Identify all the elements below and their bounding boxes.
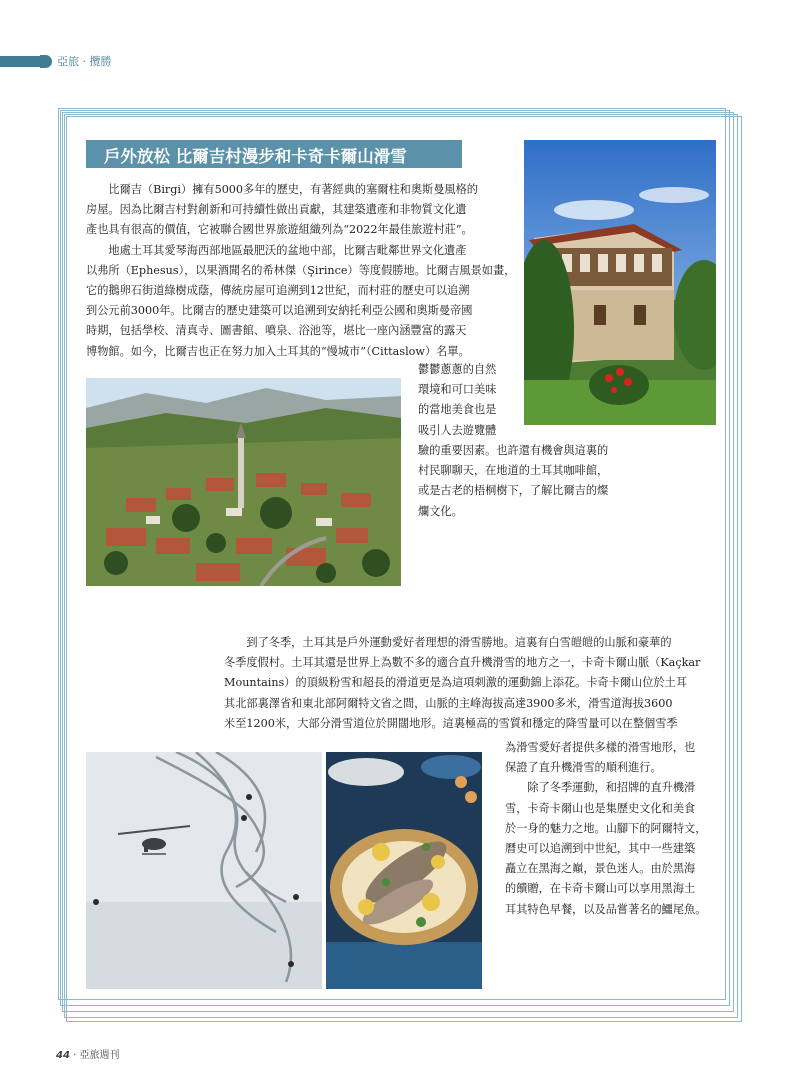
text-line: 爛文化。 (418, 504, 463, 518)
text-line: 為滑雪愛好者提供多樣的滑雪地形，也 (505, 741, 696, 754)
text-line: 到了冬季，土耳其是戶外運動愛好者理想的滑雪勝地。這裏有白雪皚皚的山脈和豪華的 (224, 636, 672, 649)
text-line: 驗的重要因素。也許還有機會與這裏的 (418, 444, 609, 457)
text-line: 米至1200米，大部分滑雪道位於開闊地形。這裏極高的雪質和穩定的降雪量可以在整個雪季 (224, 716, 678, 730)
text-line: 鬱鬱蔥蔥的自然 (418, 363, 497, 376)
paragraph-birgi-culture (418, 441, 608, 522)
section-label: 亞旅 · 攬勝 (57, 55, 112, 68)
article-title-box (86, 140, 462, 168)
paragraph-winter-skiing (224, 633, 700, 734)
text-line: 村民聊聊天，在地道的土耳其咖啡館， (418, 464, 609, 478)
text-line: Mountains）的頂級粉雪和超長的滑道更是為這項刺激的運動錦上添花。卡奇卡爾山位於土耳 (224, 676, 688, 690)
text-line: 保證了直升機滑雪的順利進行。 (505, 761, 662, 775)
text-line: 矗立在黑海之巔，景色迷人。由於黑海 (505, 862, 696, 876)
text-line: 的當地美食也是 (418, 403, 497, 417)
paragraph-birgi-nature (418, 360, 496, 441)
text-line: 或是古老的梧桐樹下，了解比爾吉的燦 (418, 484, 609, 498)
text-line: 它的鵝卵石街道綠樹成蔭，傳統房屋可追溯到12世紀，而村莊的歷史可以追溯 (86, 284, 470, 298)
article-title: 戶外放松 比爾吉村漫步和卡奇卡爾山滑雪 (104, 147, 407, 166)
text-line: 到公元前3000年。比爾吉的歷史建築可以追溯到安納托利亞公國和奧斯曼帝國 (86, 304, 473, 318)
section-bar (0, 56, 40, 67)
photo-village-house (524, 140, 716, 425)
text-line: 地處土耳其愛琴海西部地區最肥沃的盆地中部，比爾吉毗鄰世界文化遺產 (86, 243, 467, 257)
text-line: 雪，卡奇卡爾山也是集歷史文化和美食 (505, 801, 696, 815)
text-line: 博物館。如今，比爾吉也正在努力加入土耳其的“慢城市”（Cittaslow）名單。 (86, 344, 470, 358)
text-line: 的饋贈，在卡奇卡爾山可以享用黑海土 (505, 882, 696, 896)
section-tab (40, 55, 52, 68)
text-line: 比爾吉（Birgi）擁有5000多年的歷史，有著經典的塞爾柱和奧斯曼風格的 (86, 183, 478, 196)
text-line: 除了冬季運動，和招牌的直升機滑 (505, 781, 696, 795)
text-line: 其北部裏澤省和東北部阿爾特文省之間，山脈的主峰海拔高達3900多米，滑雪道海拔3600 (224, 696, 673, 710)
paragraph-kackar-culture (505, 738, 706, 920)
photo-grilled-fish (326, 752, 482, 989)
paragraph-birgi-intro (86, 180, 515, 362)
publication-name: · 亞旅週刊 (69, 1050, 120, 1061)
text-line: 吸引人去遊覽體 (418, 423, 497, 437)
text-line: 時期，包括學校、清真寺、圖書館、噴泉、浴池等，堪比一座內涵豐富的露天 (86, 324, 467, 338)
page-footer (56, 1046, 119, 1061)
text-line: 於一身的魅力之地。山腳下的阿爾特文， (505, 821, 707, 835)
text-line: 產也具有很高的價值，它被聯合國世界旅遊組織列為“2022年最佳旅遊村莊”。 (86, 223, 473, 237)
photo-heli-skiing (86, 752, 322, 989)
text-line: 以弗所（Ephesus），以果酒聞名的希林傑（Şirince）等度假勝地。比爾吉風景如畫， (86, 263, 516, 277)
text-line: 環境和可口美味 (418, 383, 497, 397)
text-line: 房屋。因為比爾吉村對創新和可持續性做出貢獻，其建築遺產和非物質文化遺 (86, 203, 467, 217)
text-line: 冬季度假村。土耳其還是世界上為數不多的適合直升機滑雪的地方之一，卡奇卡爾山脈（Kaçkar (224, 656, 701, 670)
text-line: 曆史可以追溯到中世紀，其中一些建築 (505, 842, 696, 856)
page-number: 44 (56, 1050, 70, 1061)
text-line: 耳其特色早餐，以及品嘗著名的鱷尾魚。 (505, 902, 707, 916)
photo-aerial-village (86, 378, 401, 586)
